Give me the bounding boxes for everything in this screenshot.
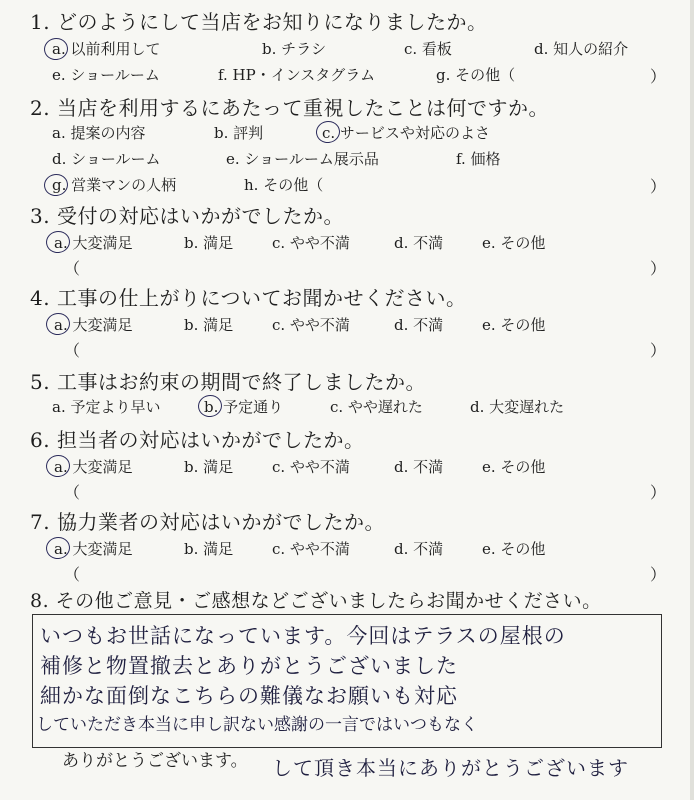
scan-edge <box>690 0 694 800</box>
comment-line-5: して頂き本当にありがとうございます <box>272 756 629 780</box>
question-6-title: 6. 担当者の対応はいかがでしたか。 <box>30 428 365 452</box>
q5-option-c[interactable]: c. やや遅れた <box>330 398 423 416</box>
q7-option-c[interactable]: c. やや不満 <box>272 540 350 558</box>
q5-option-d[interactable]: d. 大変遅れた <box>470 398 565 416</box>
q2-option-a[interactable]: a. 提案の内容 <box>52 124 146 142</box>
q6-option-b[interactable]: b. 満足 <box>184 458 234 476</box>
q2-paren-close: ） <box>650 177 667 196</box>
q6-option-a[interactable]: a. 大変満足 <box>54 458 133 476</box>
q4-paren-close: ） <box>650 341 667 360</box>
q7-option-d[interactable]: d. 不満 <box>394 540 444 558</box>
q6-option-e[interactable]: e. その他 <box>482 458 546 476</box>
q6-option-c[interactable]: c. やや不満 <box>272 458 350 476</box>
question-1-title: 1. どのようにして当店をお知りになりましたか。 <box>30 10 488 34</box>
q3-paren-open: （ <box>64 259 81 278</box>
q4-option-b[interactable]: b. 満足 <box>184 316 234 334</box>
question-4-title: 4. 工事の仕上がりについてお聞かせください。 <box>30 286 467 310</box>
q4-option-c[interactable]: c. やや不満 <box>272 316 350 334</box>
q3-option-d[interactable]: d. 不満 <box>394 234 444 252</box>
q4-paren-open: （ <box>64 341 81 360</box>
comment-line-1: いつもお世話になっています。今回はテラスの屋根の <box>40 624 566 648</box>
closing-text: ありがとうございます。 <box>62 751 248 771</box>
q4-option-e[interactable]: e. その他 <box>482 316 546 334</box>
question-2-title: 2. 当店を利用するにあたって重視したことは何ですか。 <box>30 96 549 120</box>
q1-option-d[interactable]: d. 知人の紹介 <box>534 40 629 58</box>
q1-option-c[interactable]: c. 看板 <box>404 40 452 58</box>
q2-option-h[interactable]: h. その他（ <box>244 176 324 194</box>
q3-option-b[interactable]: b. 満足 <box>184 234 234 252</box>
q6-option-d[interactable]: d. 不満 <box>394 458 444 476</box>
q6-paren-open: （ <box>64 483 81 502</box>
q1-option-f[interactable]: f. HP・インスタグラム <box>218 66 376 84</box>
q1-option-g[interactable]: g. その他（ <box>436 66 516 84</box>
comment-line-4: していただき本当に申し訳ない感謝の一言ではいつもなく <box>36 715 478 735</box>
q3-option-c[interactable]: c. やや不満 <box>272 234 350 252</box>
question-5-title: 5. 工事はお約束の期間で終了しましたか。 <box>30 370 426 394</box>
q3-option-e[interactable]: e. その他 <box>482 234 546 252</box>
q3-option-a[interactable]: a. 大変満足 <box>54 234 133 252</box>
q7-option-e[interactable]: e. その他 <box>482 540 546 558</box>
q7-paren-open: （ <box>64 565 81 584</box>
q2-option-f[interactable]: f. 価格 <box>456 150 501 168</box>
q2-option-d[interactable]: d. ショールーム <box>52 150 161 168</box>
q7-paren-close: ） <box>650 565 667 584</box>
q2-option-c[interactable]: c. サービスや対応のよさ <box>322 124 490 142</box>
q3-paren-close: ） <box>650 259 667 278</box>
q2-option-b[interactable]: b. 評判 <box>214 124 264 142</box>
q4-option-a[interactable]: a. 大変満足 <box>54 316 133 334</box>
q5-option-b[interactable]: b. 予定通り <box>204 398 284 416</box>
q5-option-a[interactable]: a. 予定より早い <box>52 398 161 416</box>
comment-line-3: 細かな面倒なこちらの難儀なお願いも対応 <box>40 684 458 708</box>
q1-option-a[interactable]: a. 以前利用して <box>52 40 161 58</box>
q7-option-b[interactable]: b. 満足 <box>184 540 234 558</box>
comment-line-2: 補修と物置撤去とありがとうございました <box>40 654 458 678</box>
q2-option-e[interactable]: e. ショールーム展示品 <box>226 150 379 168</box>
q6-paren-close: ） <box>650 483 667 502</box>
q1-option-b[interactable]: b. チラシ <box>262 40 327 58</box>
q2-option-g[interactable]: g. 営業マンの人柄 <box>52 176 177 194</box>
q4-option-d[interactable]: d. 不満 <box>394 316 444 334</box>
q1-option-e[interactable]: e. ショールーム <box>52 66 160 84</box>
question-8-title: 8. その他ご意見・ご感想などございましたらお聞かせください。 <box>30 590 602 612</box>
question-7-title: 7. 協力業者の対応はいかがでしたか。 <box>30 510 385 534</box>
question-3-title: 3. 受付の対応はいかがでしたか。 <box>30 204 344 228</box>
q1-paren-close: ） <box>650 67 667 86</box>
q7-option-a[interactable]: a. 大変満足 <box>54 540 133 558</box>
